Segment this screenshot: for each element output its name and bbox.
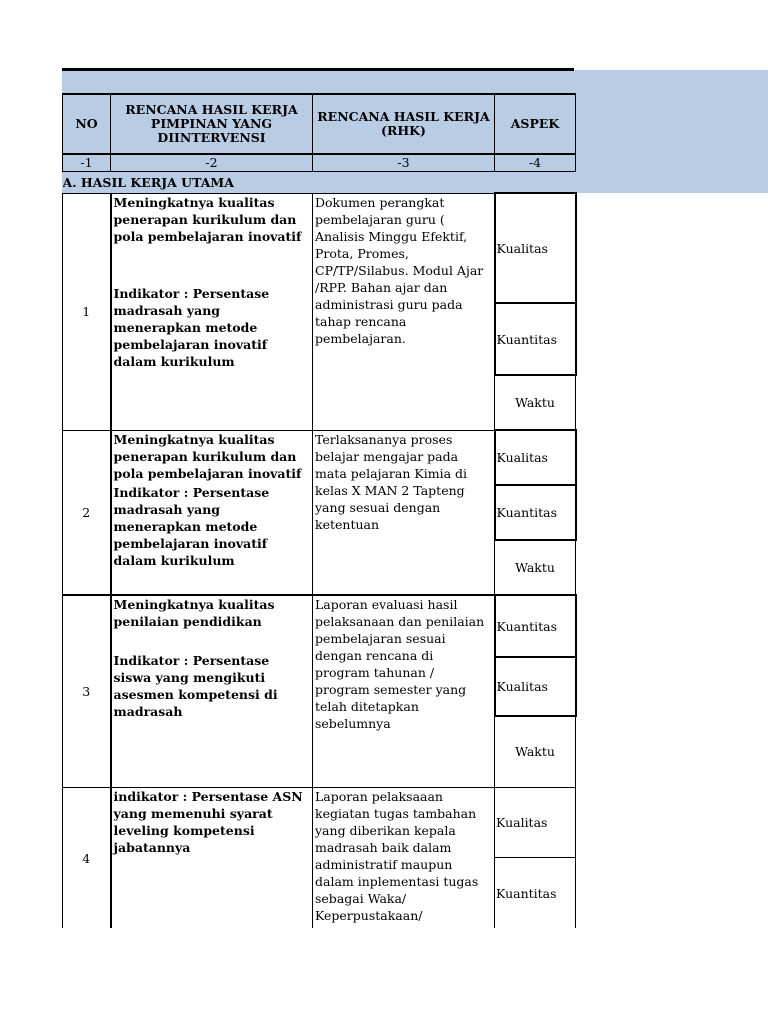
- rhk-pimpinan-cell: [111, 430, 313, 595]
- rhk-pimpinan-text: Meningkatnya kualitas penilaian pendidikan: [113, 597, 275, 629]
- rhk-pimpinan-text: Meningkatnya kualitas penerapan kurikulum dan pola pembelajaran inovatif: [113, 431, 302, 481]
- aspek-cell: Kualitas: [495, 430, 576, 485]
- rhk-cell: Dokumen perangkat pembelajaran guru ( Analisis Minggu Efektif, Prota, Promes, CP/TP/Silabus. Modul Ajar /RPP. Bahan ajar dan administrasi guru pada tahap rencana pembelajaran.: [313, 193, 495, 430]
- indikator-text: Indikator : Persentase madrasah yang menerapkan metode pembelajaran inovatif dalam kurikulum: [113, 484, 270, 568]
- header-row: [63, 94, 576, 154]
- aspek-cell: Kuantitas: [495, 595, 576, 657]
- rhk-table: [62, 93, 577, 930]
- header-rhk-pimpinan: RENCANA HASIL KERJA PIMPINAN YANG DIINTERVENSI: [111, 94, 313, 154]
- aspek-cell: Waktu: [495, 375, 576, 430]
- index-cell: -3: [313, 154, 495, 172]
- aspek-cell: Waktu: [495, 540, 576, 595]
- rhk-pimpinan-cell: [111, 787, 313, 929]
- table-row: [63, 595, 576, 657]
- indikator-text: Indikator : Persentase madrasah yang menerapkan metode pembelajaran inovatif dalam kurikulum: [113, 285, 270, 369]
- row-number: 1: [63, 193, 111, 430]
- section-title: A. HASIL KERJA UTAMA: [63, 172, 576, 194]
- rhk-cell: Laporan pelaksaaan kegiatan tugas tambahan yang diberikan kepala madrasah baik dalam administratif maupun dalam inplementasi tugas sebagai Waka/ Keperpustakaan/: [313, 787, 495, 929]
- rhk-cell: Laporan evaluasi hasil pelaksanaan dan penilaian pembelajaran sesuai dengan rencana di program tahunan / program semester yang telah ditetapkan sebelumnya: [313, 595, 495, 787]
- index-cell: -1: [63, 154, 111, 172]
- rhk-pimpinan-text: indikator : Persentase ASN yang memenuhi syarat leveling kompetensi jabatannya: [113, 788, 303, 855]
- index-cell: -2: [111, 154, 313, 172]
- page-bottom-whitespace: [0, 928, 768, 1024]
- aspek-cell: Kualitas: [495, 657, 576, 716]
- table-row: [63, 787, 576, 857]
- rhk-cell: Terlaksananya proses belajar mengajar pada mata pelajaran Kimia di kelas X MAN 2 Tapteng yang sesuai dengan ketentuan: [313, 430, 495, 595]
- header-rhk: RENCANA HASIL KERJA (RHK): [313, 94, 495, 154]
- table-row: [63, 430, 576, 485]
- rhk-pimpinan-cell: [111, 193, 313, 430]
- header-no: NO: [63, 94, 111, 154]
- aspek-cell: Waktu: [495, 716, 576, 787]
- row-number: 3: [63, 595, 111, 787]
- row-number: 4: [63, 787, 111, 929]
- aspek-cell: Kualitas: [495, 193, 576, 303]
- rhk-pimpinan-cell: [111, 595, 313, 787]
- index-cell: -4: [495, 154, 576, 172]
- aspek-cell: Kuantitas: [495, 485, 576, 540]
- table-row: [63, 193, 576, 303]
- rhk-pimpinan-text: Meningkatnya kualitas penerapan kurikulum dan pola pembelajaran inovatif: [113, 194, 302, 244]
- aspek-cell: Kuantitas: [495, 857, 576, 929]
- table-top-border: [62, 68, 574, 71]
- section-row: [63, 172, 576, 194]
- header-aspek: ASPEK: [495, 94, 576, 154]
- aspek-cell: Kuantitas: [495, 303, 576, 375]
- indikator-text: Indikator : Persentase siswa yang mengikuti asesmen kompetensi di madrasah: [113, 653, 278, 719]
- row-number: 2: [63, 430, 111, 595]
- index-row: [63, 154, 576, 172]
- aspek-cell: Kualitas: [495, 787, 576, 857]
